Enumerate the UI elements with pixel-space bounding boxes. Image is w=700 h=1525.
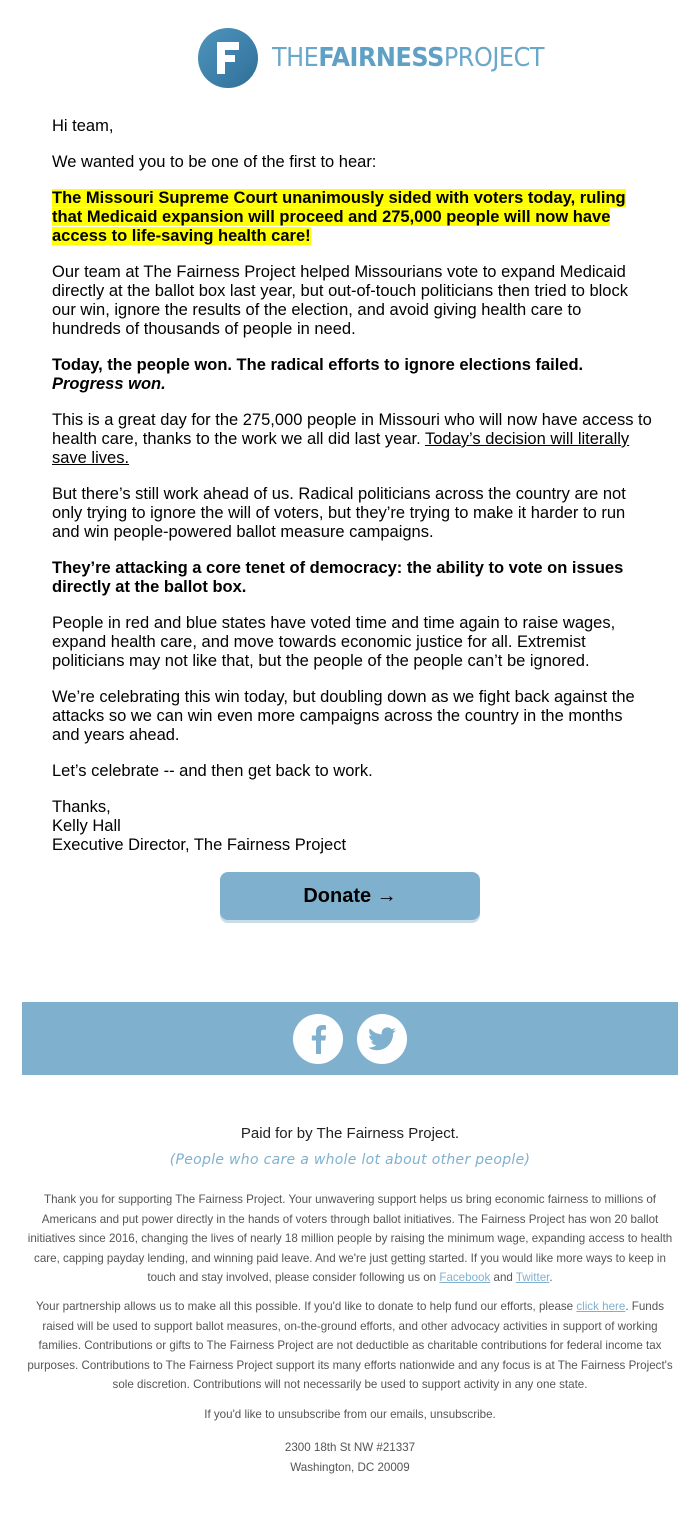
paragraph-3: This is a great day for the 275,000 people in Missouri who will now have access to health care, thanks to the work we all did last year. Today’s decision will literally save lives.	[52, 411, 652, 467]
paragraph-5: They’re attacking a core tenet of democracy: the ability to vote on issues directly at the ballot box.	[52, 559, 624, 596]
paragraph-2: Today, the people won. The radical efforts to ignore elections failed. Progress won.	[52, 356, 584, 393]
paragraph-6: People in red and blue states have voted time and time again to raise wages, expand health care, and move towards economic justice for all. Extremist politicians may not like that, but the people of the people can’t be ignored.	[52, 614, 616, 670]
mailing-address	[22, 1438, 678, 1477]
fairness-project-logo[interactable]	[198, 28, 568, 88]
logo-f-icon	[198, 28, 258, 88]
click-here-link[interactable]: click here	[576, 1300, 626, 1313]
email-header	[0, 0, 700, 105]
donate-section	[220, 872, 480, 920]
social-bar	[22, 1002, 678, 1075]
signer-name: Kelly Hall	[52, 817, 121, 835]
logo-wordmark: THEFAIRNESSPROJECT	[272, 43, 544, 73]
tagline: (People who care a whole lot about other people)	[169, 1152, 531, 1168]
intro-text: We wanted you to be one of the first to hear:	[52, 153, 377, 171]
paid-for-disclaimer: Paid for by The Fairness Project.	[240, 1125, 460, 1142]
headline-highlight: The Missouri Supreme Court unanimously sided with voters today, ruling that Medicaid expansion will proceed and 275,000 people will now have access to life-saving health care!	[52, 189, 626, 245]
facebook-icon	[308, 1024, 328, 1054]
email-body	[52, 117, 652, 855]
thanks-paragraph: Thank you for supporting The Fairness Project. Your unwavering support helps us bring economic fairness to millions of Americans and put power directly in the hands of voters through ballot initiatives. The Fairness Project has won 20 ballot initiatives since 2016, changing the lives of nearly 18 million people by raising the minimum wage, expanding access to health care, capping payday lending, and winning paid leave. And we're just getting started. If you would like more ways to keep in touch and stay involved, please consider following us on Facebook and Twitter.	[27, 1193, 673, 1284]
unsubscribe-text[interactable]: If you'd like to unsubscribe from our emails, unsubscribe.	[204, 1408, 496, 1421]
greeting: Hi team,	[52, 117, 114, 135]
signer-title: Executive Director, The Fairness Project	[52, 836, 347, 854]
paragraph-4: But there’s still work ahead of us. Radical politicians across the country are not only trying to ignore the will of voters, but they’re trying to make it harder to run and win people-powered ballot measure campaigns.	[52, 485, 626, 541]
paragraph-1: Our team at The Fairness Project helped Missourians vote to expand Medicaid directly at the ballot box last year, but out-of-touch politicians then tried to block our win, ignore the results of the election, and avoid giving health care to hundreds of thousands of people in need.	[52, 263, 628, 338]
signature	[52, 798, 652, 855]
facebook-button[interactable]	[293, 1014, 343, 1064]
decision-link[interactable]: Today’s decision will literally save lives.	[52, 430, 630, 467]
address-line-1: 2300 18th St NW #21337	[284, 1441, 416, 1454]
twitter-link[interactable]: Twitter	[515, 1271, 550, 1284]
address-line-2: Washington, DC 20009	[290, 1460, 410, 1474]
signoff: Thanks,	[52, 798, 111, 816]
facebook-link[interactable]: Facebook	[439, 1271, 491, 1284]
twitter-button[interactable]	[357, 1014, 407, 1064]
twitter-icon	[368, 1027, 396, 1051]
partnership-paragraph: Your partnership allows us to make all this possible. If you'd like to donate to help fund our efforts, please click here. Funds raised will be used to support ballot measures, on-the-ground efforts, and other advocacy activities in support of working families. Contributions or gifts to The Fairness Project are not deductible as charitable contributions for federal income tax purposes. Contributions to The Fairness Project support its many efforts nationwide and any focus is at The Fairness Project's sole discretion. Contributions will not necessarily be used to support activity in any one state.	[27, 1300, 673, 1391]
paragraph-8: Let’s celebrate -- and then get back to work.	[52, 762, 373, 780]
paragraph-7: We’re celebrating this win today, but doubling down as we fight back against the attacks so we can win even more campaigns across the country in the months and years ahead.	[52, 688, 635, 744]
donate-button[interactable]: Donate →	[220, 872, 480, 920]
